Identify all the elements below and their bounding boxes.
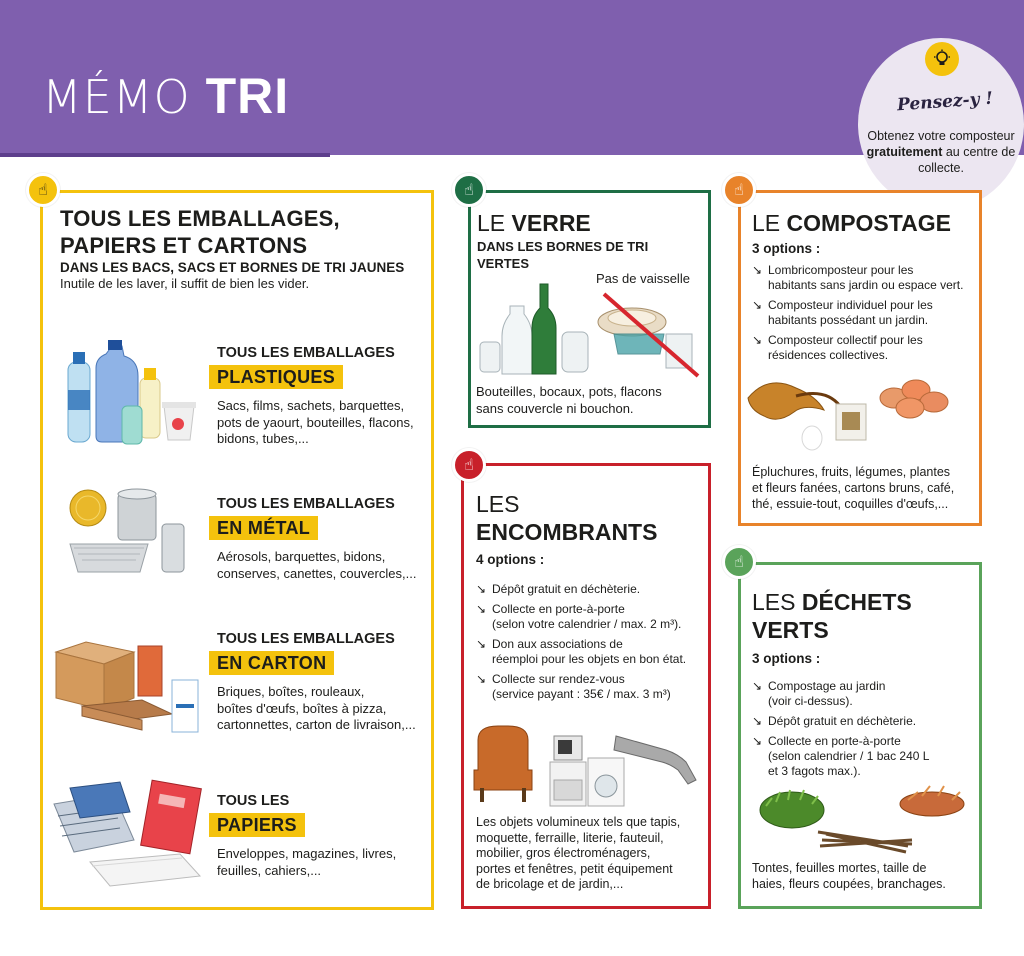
verre-subtitle: [477, 238, 702, 272]
emballages-note: Inutile de les laver, il suffit de bien les vider.: [60, 276, 310, 291]
dechets-verts-option-2-line1: ↘ Dépôt gratuit en déchèterie.: [768, 714, 917, 728]
hand-pointing-icon: ☝: [452, 173, 486, 207]
section-papiers-line2: feuilles, cahiers,...: [217, 862, 322, 878]
compostage-option: [752, 333, 978, 363]
section-plastiques-prefix: TOUS LES EMBALLAGES: [217, 345, 395, 361]
lightbulb-icon: [925, 42, 959, 76]
compostage-option-1-line2: habitants sans jardin ou espace vert.: [768, 278, 964, 292]
encombrants-line3: mobilier, gros électroménagers,: [476, 846, 651, 860]
encombrants-line1: Les objets volumineux tels que tapis,: [476, 815, 681, 829]
section-metal: [217, 495, 427, 582]
header-underline: [0, 153, 330, 157]
encombrants-option-1-line1: ↘ Dépôt gratuit en déchèterie.: [492, 582, 641, 596]
hand-pointing-icon: ☝: [452, 448, 486, 482]
dechets-verts-option-1-line2: (voir ci-dessus).: [768, 694, 853, 708]
encombrants-title-bold: ENCOMBRANTS: [476, 519, 658, 545]
tip-text: [862, 128, 1020, 176]
emballages-title-line2: PAPIERS ET CARTONS: [60, 233, 308, 258]
title-light: MÉMO: [42, 70, 191, 124]
encombrants-option: [476, 602, 706, 632]
encombrants-options-label: 4 options :: [476, 552, 545, 567]
emballages-title-line1: TOUS LES EMBALLAGES,: [60, 206, 340, 231]
compostage-option-3-line1: ↘ Composteur collectif pour les: [768, 333, 923, 347]
compostage-line2: et fleurs fanées, cartons bruns, café,: [752, 481, 955, 495]
compostage-option-3-line2: résidences collectives.: [768, 348, 889, 362]
encombrants-description: [476, 815, 708, 893]
title-bold: TRI: [205, 68, 290, 124]
encombrants-option: [476, 672, 706, 702]
dechets-verts-line2: haies, fleurs coupées, branchages.: [752, 877, 946, 891]
section-carton-prefix: TOUS LES EMBALLAGES: [217, 631, 395, 647]
encombrants-line5: de bricolage et de jardin,...: [476, 877, 624, 891]
encombrants-option-3-line1: ↘ Don aux associations de: [492, 637, 623, 651]
dechets-verts-options-label: 3 options :: [752, 651, 821, 666]
encombrants-option-2-line2: (selon votre calendrier / max. 2 m³).: [492, 617, 682, 631]
compostage-option: [752, 298, 978, 328]
encombrants-option-4-line1: ↘ Collecte sur rendez-vous: [492, 672, 625, 686]
tip-text-after: au centre de collecte.: [918, 145, 1016, 175]
section-metal-tag: EN MÉTAL: [209, 516, 318, 540]
carton-packaging-illustration: [52, 636, 204, 740]
compostage-options-label: 3 options :: [752, 241, 821, 256]
tip-heading: Pensez-y !: [896, 88, 994, 116]
encombrants-option: [476, 582, 706, 597]
hand-pointing-icon: ☝: [26, 173, 60, 207]
dechets-verts-option-3-line1: ↘ Collecte en porte-à-porte: [768, 734, 901, 748]
section-plastiques-line3: bidons, tubes,...: [217, 431, 309, 446]
glass-items-illustration: [474, 282, 704, 378]
compostage-option-1-line1: ↘ Lombricomposteur pour les: [768, 263, 914, 277]
compostage-title-bold: COMPOSTAGE: [786, 210, 951, 236]
verre-subtitle-line2: VERTES: [477, 256, 530, 271]
compostage-line3: thé, essuie-tout, coquilles d'œufs,...: [752, 497, 949, 511]
hand-pointing-icon: ☝: [722, 173, 756, 207]
compostage-option: [752, 263, 978, 293]
dechets-verts-option: [752, 714, 978, 729]
encombrants-title: [476, 490, 657, 546]
verre-title-light: LE: [477, 210, 506, 236]
section-metal-prefix: TOUS LES EMBALLAGES: [217, 496, 395, 512]
verre-description: [476, 384, 706, 417]
encombrants-title-light: LES: [476, 491, 520, 517]
section-carton-line2: boîtes d'œufs, boîtes à pizza,: [217, 700, 387, 716]
compostage-options: [752, 263, 978, 368]
page-title: [42, 66, 289, 127]
section-carton: [217, 630, 427, 734]
emballages-subtitle: DANS LES BACS, SACS ET BORNES DE TRI JAUNES: [60, 260, 405, 275]
emballages-title: [60, 205, 430, 259]
compostage-title-light: LE: [752, 210, 781, 236]
encombrants-option-2-line1: ↘ Collecte en porte-à-porte: [492, 602, 625, 616]
encombrants-option: [476, 637, 706, 667]
plastic-packaging-illustration: [64, 338, 204, 450]
section-carton-line1: Briques, boîtes, rouleaux,: [217, 684, 365, 699]
verre-line1: Bouteilles, bocaux, pots, flacons: [476, 384, 662, 399]
section-papiers-prefix: TOUS LES: [217, 793, 290, 809]
dechets-verts-title-bold2: VERTS: [752, 617, 829, 643]
dechets-verts-title-bold1: DÉCHETS: [801, 589, 912, 615]
dechets-verts-option: [752, 679, 978, 709]
compostage-description: [752, 464, 978, 512]
section-plastiques-line2: pots de yaourt, bouteilles, flacons,: [217, 414, 414, 430]
hand-pointing-icon: ☝: [722, 545, 756, 579]
green-waste-illustration: [752, 780, 976, 854]
dechets-verts-option-3-line2: (selon calendrier / 1 bac 240 L: [768, 749, 930, 763]
compostage-option-2-line1: ↘ Composteur individuel pour les: [768, 298, 933, 312]
tip-text-before: Obtenez votre composteur: [867, 129, 1015, 143]
section-papiers-line1: Enveloppes, magazines, livres,: [217, 846, 397, 861]
metal-packaging-illustration: [64, 482, 194, 582]
section-plastiques-tag: PLASTIQUES: [209, 365, 343, 389]
section-metal-line2: conserves, canettes, couvercles,...: [217, 565, 417, 581]
bulky-items-illustration: [470, 722, 704, 810]
verre-title: [477, 210, 591, 237]
dechets-verts-description: [752, 860, 978, 892]
dechets-verts-title-light: LES: [752, 589, 796, 615]
paper-illustration: [50, 778, 204, 890]
section-metal-line1: Aérosols, barquettes, bidons,: [217, 549, 386, 564]
compostage-line1: Épluchures, fruits, légumes, plantes: [752, 465, 951, 479]
encombrants-option-3-line2: réemploi pour les objets en bon état.: [492, 652, 687, 666]
dechets-verts-option: [752, 734, 978, 779]
section-papiers: [217, 792, 427, 879]
compostage-title: [752, 210, 951, 237]
compostage-option-2-line2: habitants possédant un jardin.: [768, 313, 929, 327]
verre-warning: Pas de vaisselle: [596, 271, 690, 286]
encombrants-line4: portes et fenêtres, petit équipement: [476, 861, 673, 876]
section-papiers-tag: PAPIERS: [209, 813, 305, 837]
section-plastiques-line1: Sacs, films, sachets, barquettes,: [217, 398, 405, 413]
encombrants-line2: moquette, ferraille, literie, fauteuil,: [476, 830, 664, 845]
verre-subtitle-line1: DANS LES BORNES DE TRI: [477, 239, 649, 254]
dechets-verts-title: [752, 588, 912, 644]
encombrants-option-4-line2: (service payant : 35€ / max. 3 m³): [492, 687, 671, 701]
section-carton-line3: cartonnettes, carton de livraison,...: [217, 717, 416, 732]
tip-text-bold: gratuitement: [866, 145, 943, 159]
encombrants-options: [476, 582, 706, 707]
dechets-verts-options: [752, 679, 978, 784]
verre-title-bold: VERRE: [511, 210, 591, 236]
dechets-verts-option-1-line1: ↘ Compostage au jardin: [768, 679, 886, 693]
section-plastiques: [217, 344, 427, 448]
verre-line2: sans couvercle ni bouchon.: [476, 400, 634, 416]
dechets-verts-option-3-line3: et 3 fagots max.).: [768, 764, 861, 778]
section-carton-tag: EN CARTON: [209, 651, 334, 675]
dechets-verts-line1: Tontes, feuilles mortes, taille de: [752, 861, 927, 875]
compost-items-illustration: [744, 368, 974, 456]
